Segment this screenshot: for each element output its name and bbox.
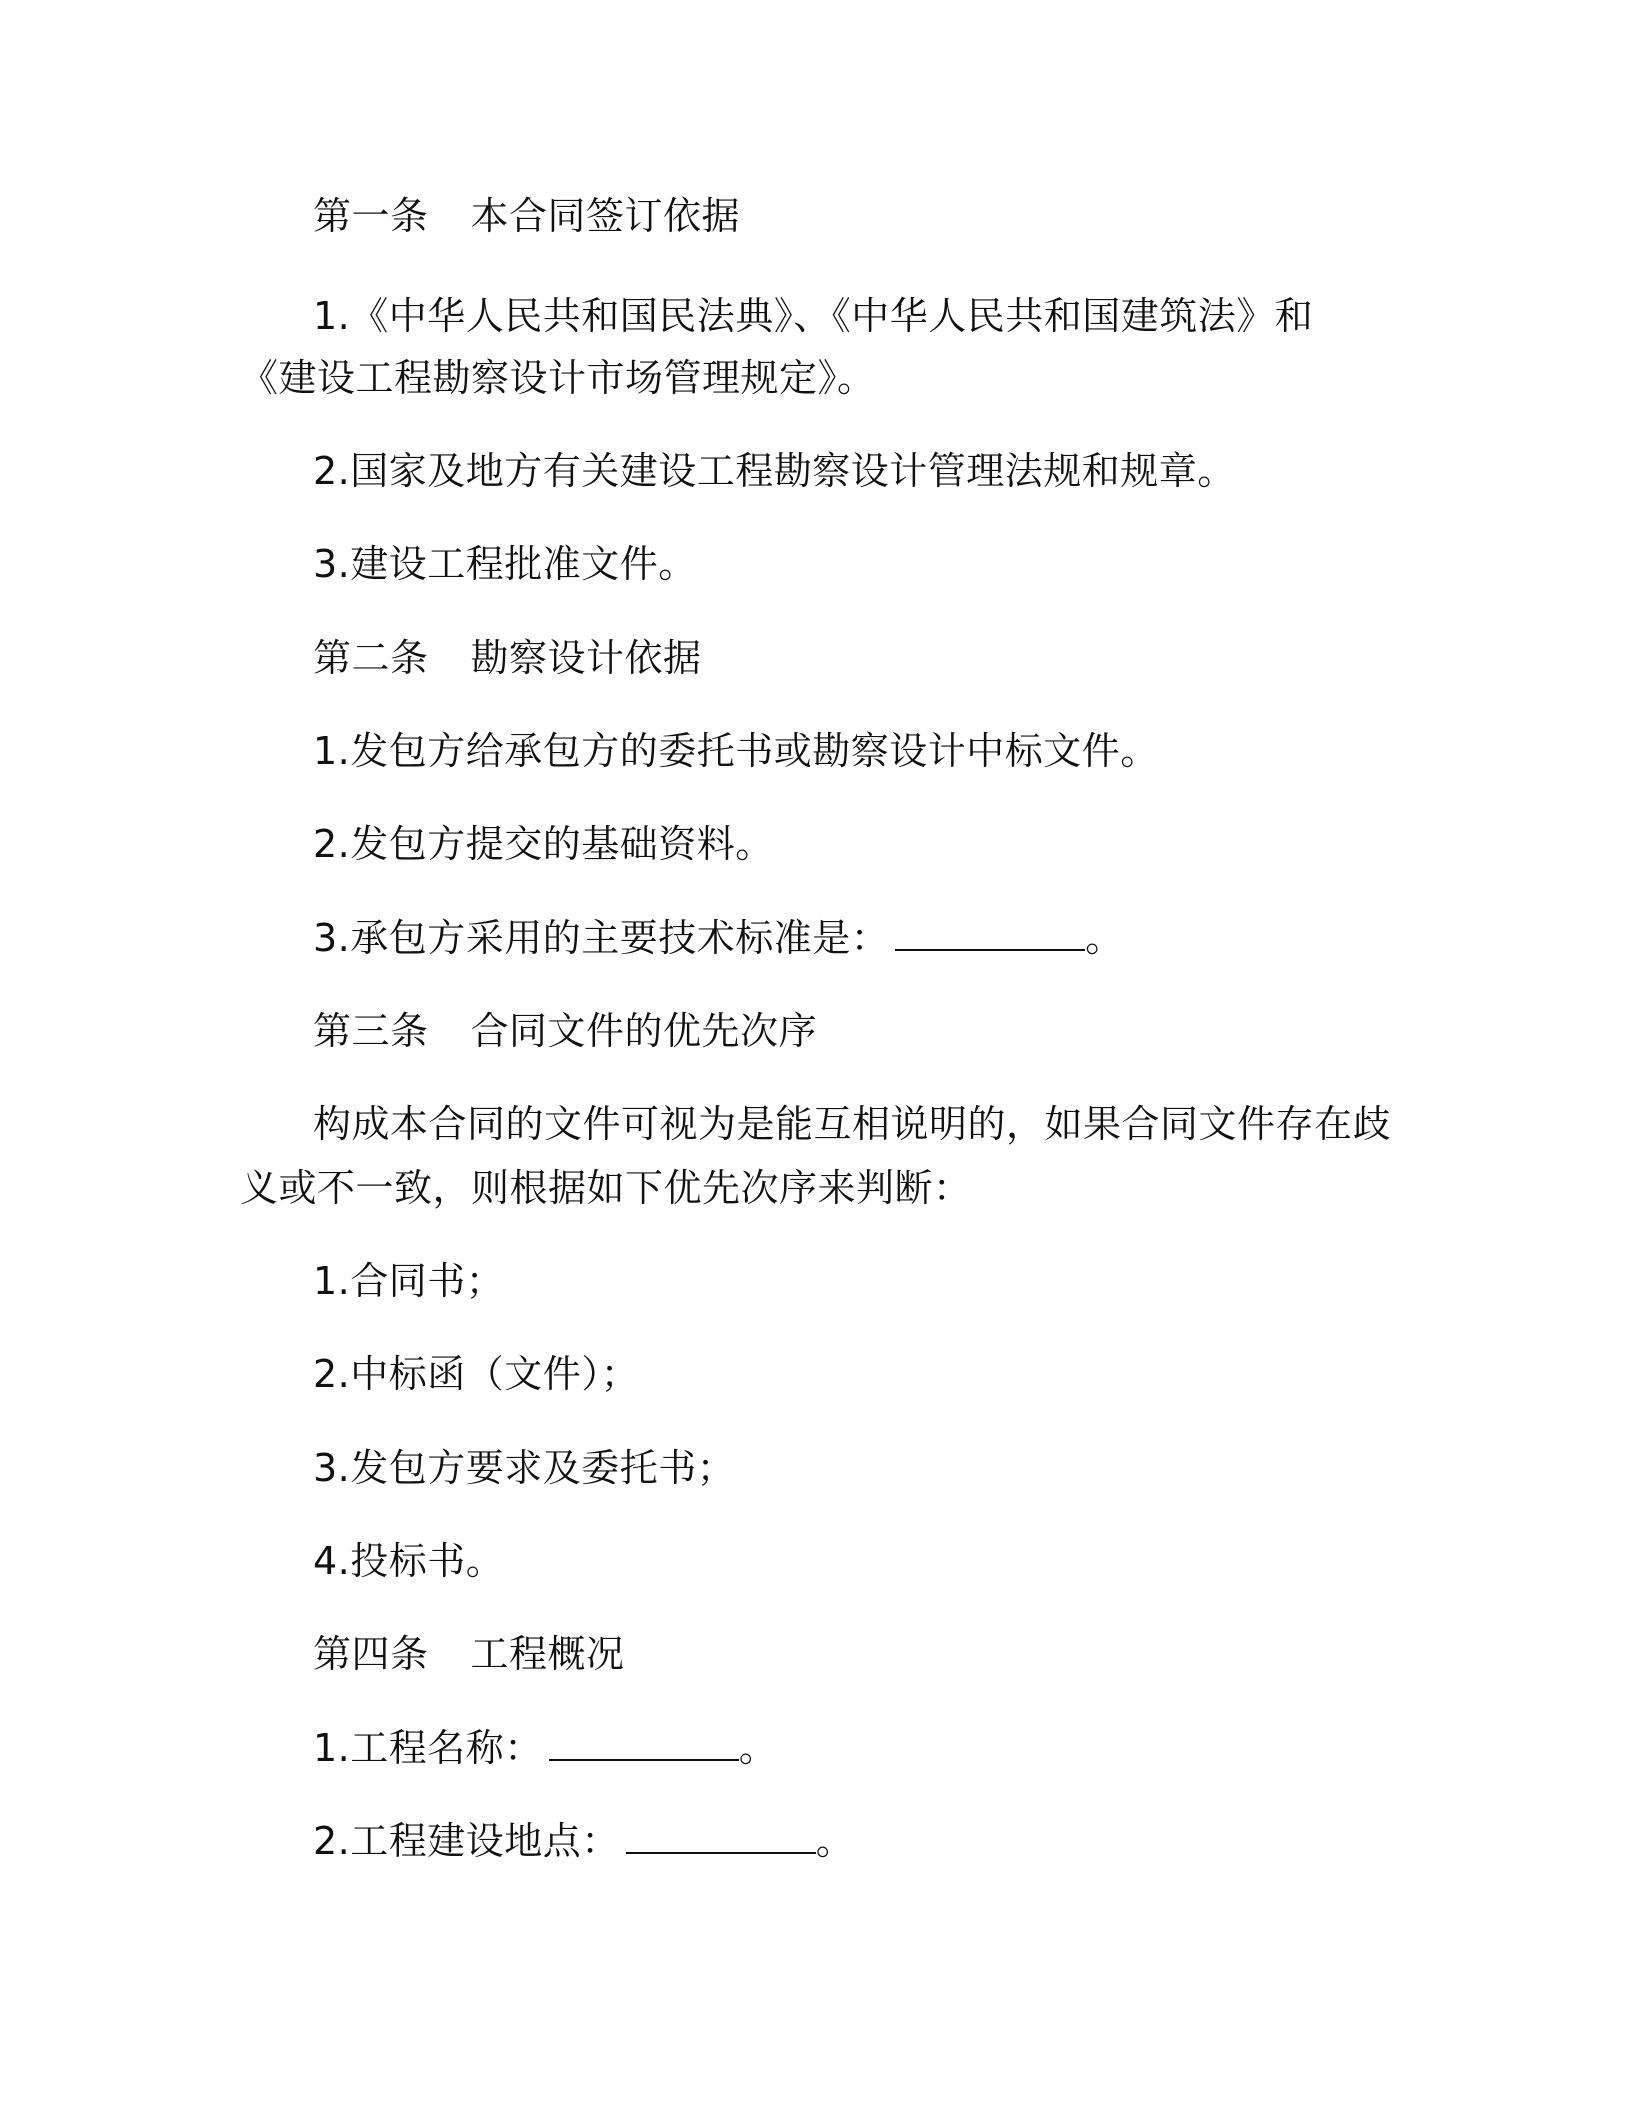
clause-line: 1.《中华人民共和国民法典》、《中华人民共和国建筑法》和 xyxy=(313,294,1314,338)
article-title: 合同文件的优先次序 xyxy=(470,1009,818,1053)
clause-label: 1.工程名称： xyxy=(313,1726,543,1770)
clause-line: 《建设工程勘察设计市场管理规定》。 xyxy=(240,356,876,400)
clause-line: 2.国家及地方有关建设工程勘察设计管理法规和规章。 xyxy=(313,449,1236,493)
clause-line xyxy=(313,1815,854,1867)
clause-label: 3.承包方采用的主要技术标准是： xyxy=(313,916,890,960)
clause-label: 2.工程建设地点： xyxy=(313,1819,620,1863)
clause-line: 3.建设工程批准文件。 xyxy=(313,542,697,586)
article-1-heading xyxy=(313,190,740,242)
article-number: 第二条 xyxy=(313,636,429,680)
article-3-heading xyxy=(313,1005,817,1057)
clause-line: 1.合同书； xyxy=(313,1259,505,1303)
fill-in-blank xyxy=(895,915,1085,951)
article-4-heading xyxy=(313,1628,625,1680)
clause-line: 2.发包方提交的基础资料。 xyxy=(313,822,774,866)
clause-end: 。 xyxy=(1085,916,1124,960)
fill-in-blank xyxy=(626,1818,816,1854)
clause-line: 3.发包方要求及委托书； xyxy=(313,1446,736,1490)
article-number: 第一条 xyxy=(313,194,429,238)
clause-line: 2.中标函（文件）； xyxy=(313,1352,640,1396)
article-2-heading xyxy=(313,632,702,684)
clause-end: 。 xyxy=(815,1819,855,1863)
clause-line xyxy=(313,912,1124,964)
paragraph-line: 义或不一致，则根据如下优先次序来判断： xyxy=(240,1166,972,1210)
clause-line: 1.发包方给承包方的委托书或勘察设计中标文件。 xyxy=(313,729,1159,773)
article-number: 第四条 xyxy=(313,1632,429,1676)
article-title: 本合同签订依据 xyxy=(470,194,741,238)
clause-line: 4.投标书。 xyxy=(313,1539,505,1583)
fill-in-blank xyxy=(549,1725,739,1761)
article-title: 工程概况 xyxy=(470,1632,625,1676)
clause-line xyxy=(313,1722,777,1774)
paragraph-line: 构成本合同的文件可视为是能互相说明的，如果合同文件存在歧 xyxy=(313,1102,1392,1146)
article-number: 第三条 xyxy=(313,1009,429,1053)
article-title: 勘察设计依据 xyxy=(470,636,702,680)
clause-end: 。 xyxy=(738,1726,778,1770)
